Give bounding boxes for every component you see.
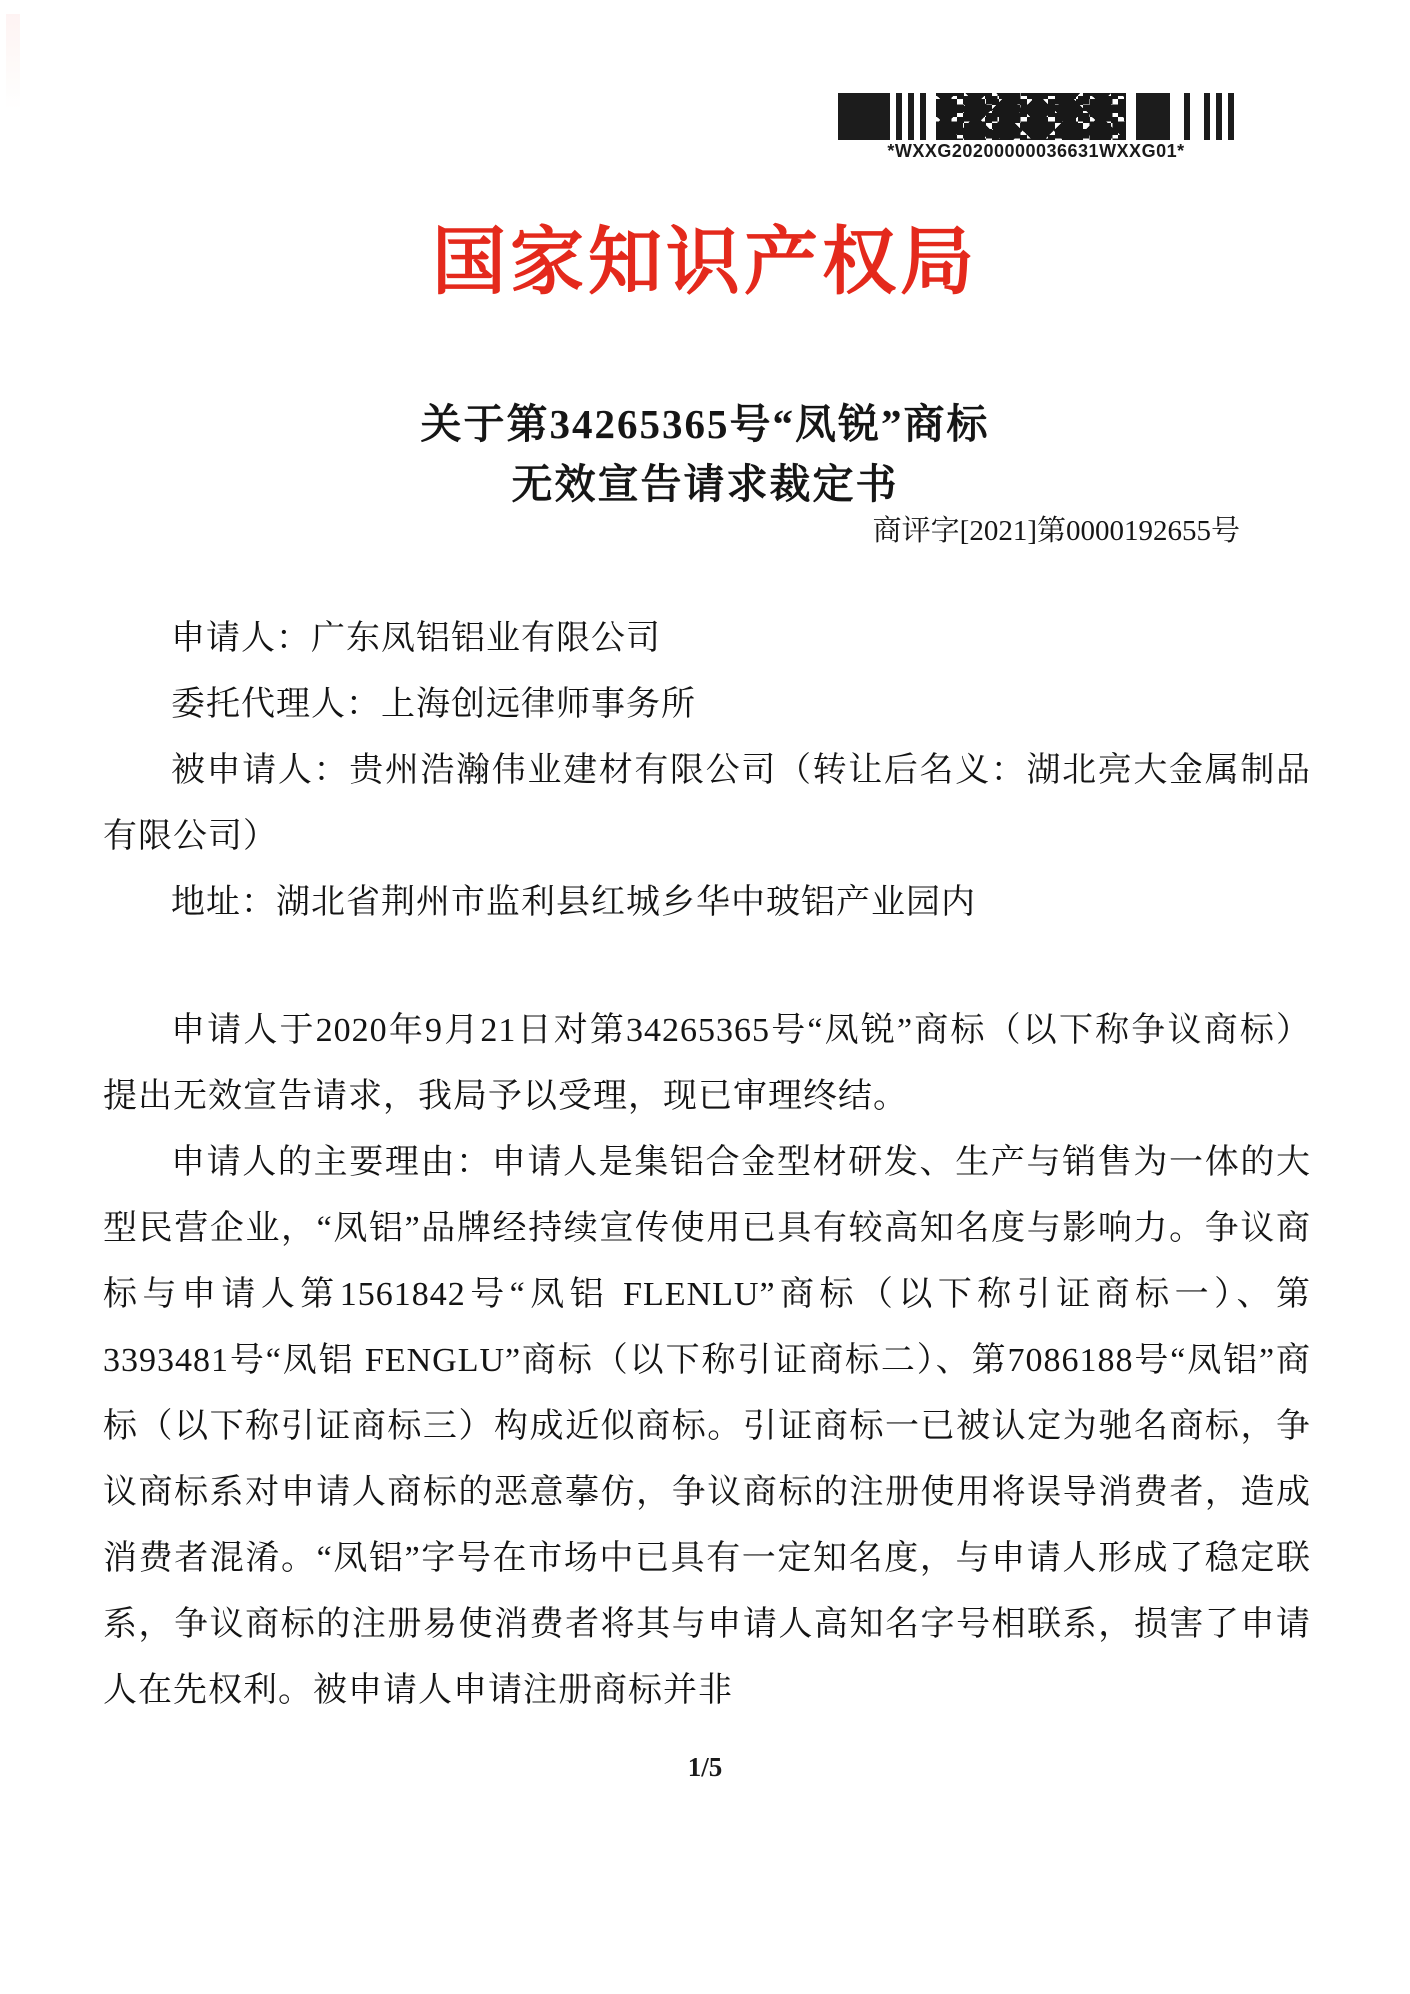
barcode-matrix (936, 93, 1126, 140)
barcode-block (1136, 93, 1170, 140)
applicant-line: 申请人：广东凤铝铝业有限公司 (171, 620, 661, 657)
barcode-gap (1190, 93, 1204, 140)
body-paragraph-2: 申请人的主要理由：申请人是集铝合金型材研发、生产与销售为一体的大型民营企业，“凤铝”品牌经持续宣传使用已具有较高知名度与影响力。争议商标与申请人第1561842号“凤铝 FLENLU”商标（以下称引证商标一）、第3393481号“凤铝 FENGLU”商标（以下称引证商标二）、第7086188号“凤铝”商标（以下称引证商标三）构成近似商标。引证商标一已被认定为驰名商标，争议商标系对申请人商标的恶意摹仿，争议商标的注册使用将误导消费者，造成消费者混淆。“凤铝”字号在市场中已具有一定知名度，与申请人形成了稳定联系，争议商标的注册易使消费者将其与申请人高知名字号相联系，损害了申请人在先权利。被申请人申请注册商标并非 (103, 1144, 1311, 1709)
body-paragraph-1: 申请人于2020年9月21日对第34265365号“凤锐”商标（以下称争议商标）提出无效宣告请求，我局予以受理，现已审理终结。 (103, 1012, 1311, 1115)
address-line: 地址：湖北省荆州市监利县红城乡华中玻铝产业园内 (171, 884, 976, 921)
barcode-text: *WXXG20200000036631WXXG01* (887, 141, 1185, 161)
agent-line: 委托代理人：上海创远律师事务所 (171, 686, 696, 723)
document-title-line1: 关于第34265365号“凤锐”商标 (420, 401, 990, 447)
barcode-bar (1228, 93, 1234, 140)
document-title-line2: 无效宣告请求裁定书 (511, 461, 899, 507)
barcode-region (838, 93, 1234, 162)
document-title (0, 394, 1410, 514)
page-number: 1/5 (687, 1752, 723, 1782)
document-number: 商评字[2021]第0000192655号 (872, 515, 1240, 547)
barcode-bar (920, 93, 926, 140)
document-body (103, 606, 1311, 1724)
respondent-line: 被申请人：贵州浩瀚伟业建材有限公司（转让后名义：湖北亮大金属制品有限公司） (103, 752, 1311, 855)
agency-title: 国家知识产权局 (432, 220, 978, 303)
barcode-gap (1170, 93, 1184, 140)
barcode (838, 93, 1234, 140)
scan-artifact (6, 14, 20, 134)
barcode-block (838, 93, 890, 140)
